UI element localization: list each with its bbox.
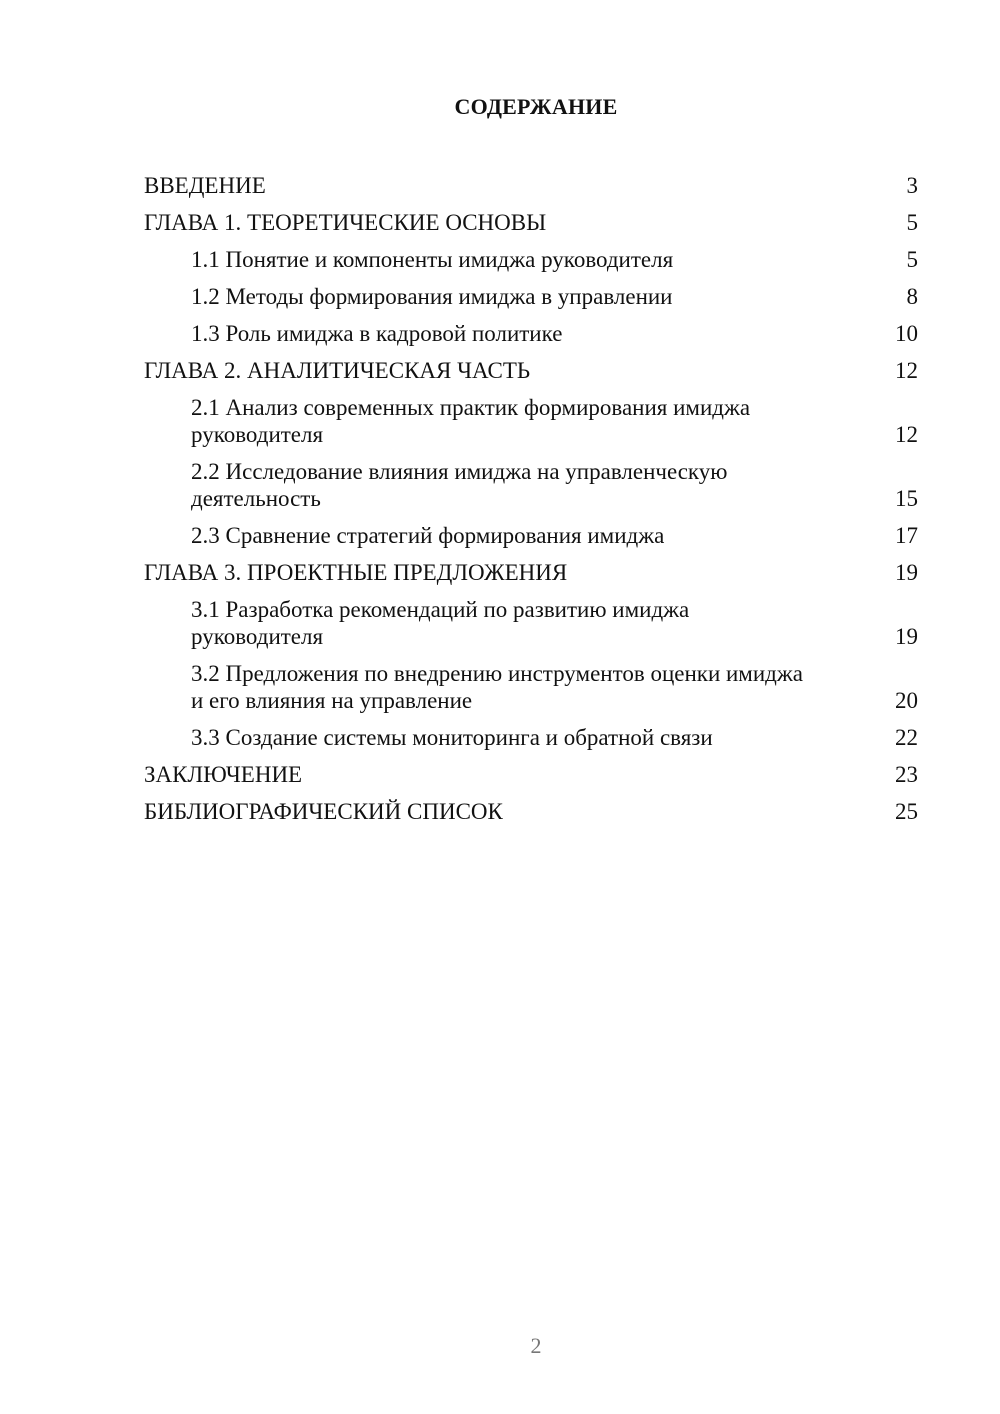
toc-entry-section-1-1[interactable] [144,241,918,278]
toc-entry-label: 1.1 Понятие и компоненты имиджа руководителя [191,247,674,272]
toc-entry-chapter-3[interactable] [144,554,918,591]
toc-entry-label: ГЛАВА 1. ТЕОРЕТИЧЕСКИЕ ОСНОВЫ [144,210,547,235]
toc-entry-page: 22 [895,725,918,750]
toc-entry-label: БИБЛИОГРАФИЧЕСКИЙ СПИСОК [144,799,503,824]
toc-entry-label: ГЛАВА 3. ПРОЕКТНЫЕ ПРЕДЛОЖЕНИЯ [144,560,568,585]
toc-entry-section-1-3[interactable] [144,315,918,352]
toc-entry-label: ВВЕДЕНИЕ [144,173,266,198]
toc-entry-page: 12 [895,358,918,383]
toc-entry-page: 3 [906,173,918,198]
toc-entry-label: 1.2 Методы формирования имиджа в управлении [191,284,673,309]
toc-entry-label: 2.1 Анализ современных практик формирования имиджа руководителя [191,395,751,447]
toc-entry-chapter-1[interactable] [144,204,918,241]
toc-entry-bibliography[interactable] [144,793,918,830]
toc-entry-chapter-2[interactable] [144,352,918,389]
page-number: 2 [530,1333,542,1358]
toc-entry-section-2-1[interactable] [144,389,918,453]
toc-entry-page: 19 [895,624,918,649]
toc-entry-page: 23 [895,762,918,787]
toc-entry-introduction[interactable] [144,167,918,204]
toc-entry-label: ЗАКЛЮЧЕНИЕ [144,762,303,787]
page-title: СОДЕРЖАНИЕ [454,94,618,119]
table-of-contents [144,167,918,830]
toc-entry-label: 1.3 Роль имиджа в кадровой политике [191,321,563,346]
toc-entry-label: 3.1 Разработка рекомендаций по развитию имиджа руководителя [191,597,690,649]
toc-entry-label: 2.3 Сравнение стратегий формирования имиджа [191,523,665,548]
toc-entry-label: 2.2 Исследование влияния имиджа на управленческую деятельность [191,459,728,511]
toc-entry-label: ГЛАВА 2. АНАЛИТИЧЕСКАЯ ЧАСТЬ [144,358,531,383]
toc-entry-page: 20 [895,688,918,713]
toc-entry-section-3-2[interactable] [144,655,918,719]
toc-entry-page: 5 [906,210,918,235]
toc-entry-page: 5 [906,247,918,272]
toc-entry-label: 3.3 Создание системы мониторинга и обратной связи [191,725,713,750]
toc-entry-page: 12 [895,422,918,447]
toc-entry-section-2-2[interactable] [144,453,918,517]
toc-entry-page: 17 [895,523,918,548]
toc-entry-page: 10 [895,321,918,346]
toc-entry-conclusion[interactable] [144,756,918,793]
toc-entry-section-3-3[interactable] [144,719,918,756]
toc-entry-section-1-2[interactable] [144,278,918,315]
toc-entry-page: 8 [906,284,918,309]
toc-entry-page: 19 [895,560,918,585]
toc-entry-section-3-1[interactable] [144,591,918,655]
toc-entry-section-2-3[interactable] [144,517,918,554]
toc-entry-page: 15 [895,486,918,511]
toc-entry-label: 3.2 Предложения по внедрению инструментов оценки имиджа и его влияния на управление [191,661,803,713]
toc-entry-page: 25 [895,799,918,824]
